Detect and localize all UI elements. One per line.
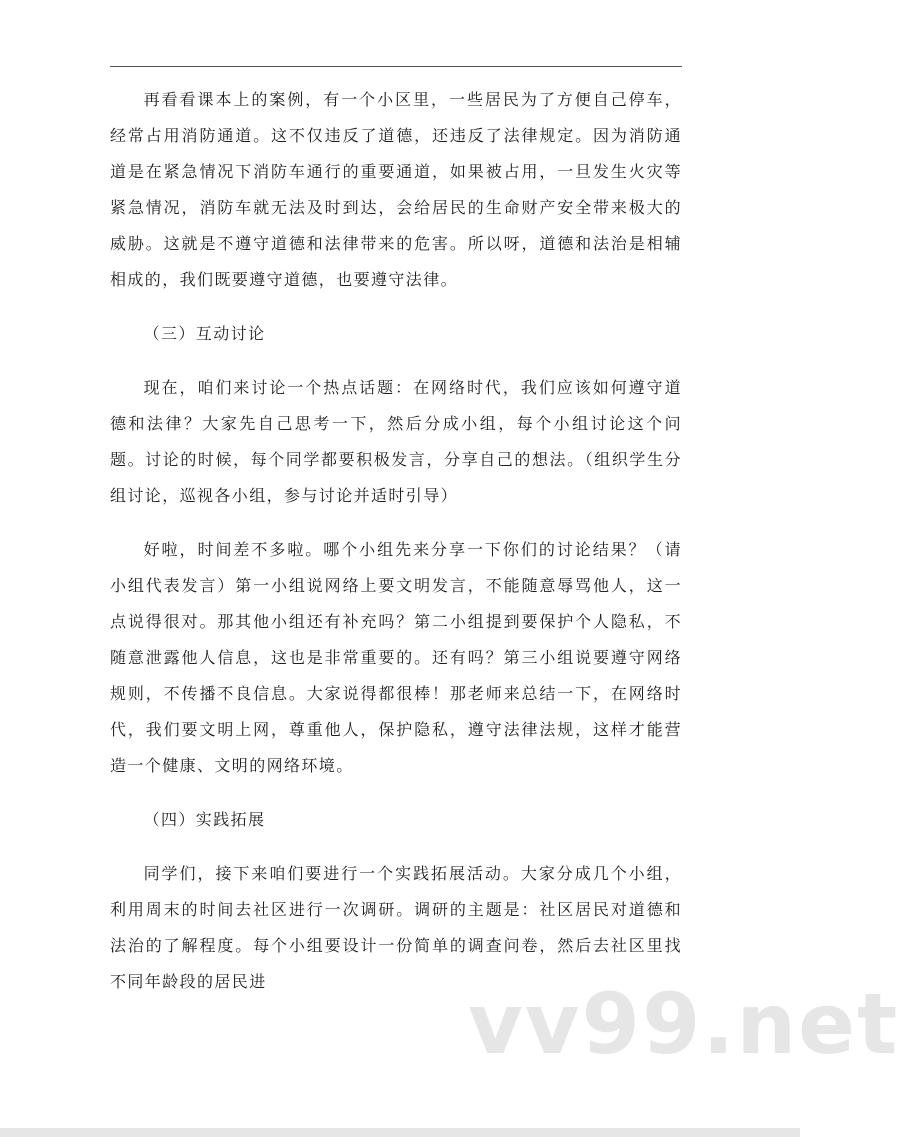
- document-body: [110, 82, 682, 1000]
- section-heading-discussion: （三）互动讨论: [143, 324, 266, 343]
- site-watermark: vv99.net: [468, 975, 899, 1073]
- paragraph-case-study: 再看看课本上的案例，有一个小区里，一些居民为了方便自己停车，经常占用消防通道。这不仅违反了道德，还违反了法律规定。因为消防通道是在紧急情况下消防车通行的重要通道，如果被占用，一旦发生火灾等紧急情况，消防车就无法及时到达，会给居民的生命财产安全带来极大的威胁。这就是不遵守道德和法律带来的危害。所以呀，道德和法治是相辅相成的，我们既要遵守道德，也要遵守法律。: [110, 90, 682, 289]
- section-heading-practice: （四）实践拓展: [143, 810, 266, 829]
- paragraph-practice-activity: 同学们，接下来咱们要进行一个实践拓展活动。大家分成几个小组，利用周末的时间去社区进行一次调研。调研的主题是：社区居民对道德和法治的了解程度。每个小组要设计一份简单的调查问卷，然后去社区里找不同年龄段的居民进: [110, 864, 682, 991]
- page-bottom-edge: [0, 1128, 800, 1137]
- paragraph-discussion-summary: 好啦，时间差不多啦。哪个小组先来分享一下你们的讨论结果？（请小组代表发言）第一小组说网络上要文明发言，不能随意辱骂他人，这一点说得很对。那其他小组还有补充吗？第二小组提到要保护个人隐私，不随意泄露他人信息，这也是非常重要的。还有吗？第三小组说要遵守网络规则，不传播不良信息。大家说得都很棒！那老师来总结一下，在网络时代，我们要文明上网，尊重他人，保护隐私，遵守法律法规，这样才能营造一个健康、文明的网络环境。: [110, 540, 682, 775]
- header-rule: [110, 66, 682, 67]
- paragraph-discussion-prompt: 现在，咱们来讨论一个热点话题：在网络时代，我们应该如何遵守道德和法律？大家先自己思考一下，然后分成小组，每个小组讨论这个问题。讨论的时候，每个同学都要积极发言，分享自己的想法。（组织学生分组讨论，巡视各小组，参与讨论并适时引导）: [110, 378, 682, 505]
